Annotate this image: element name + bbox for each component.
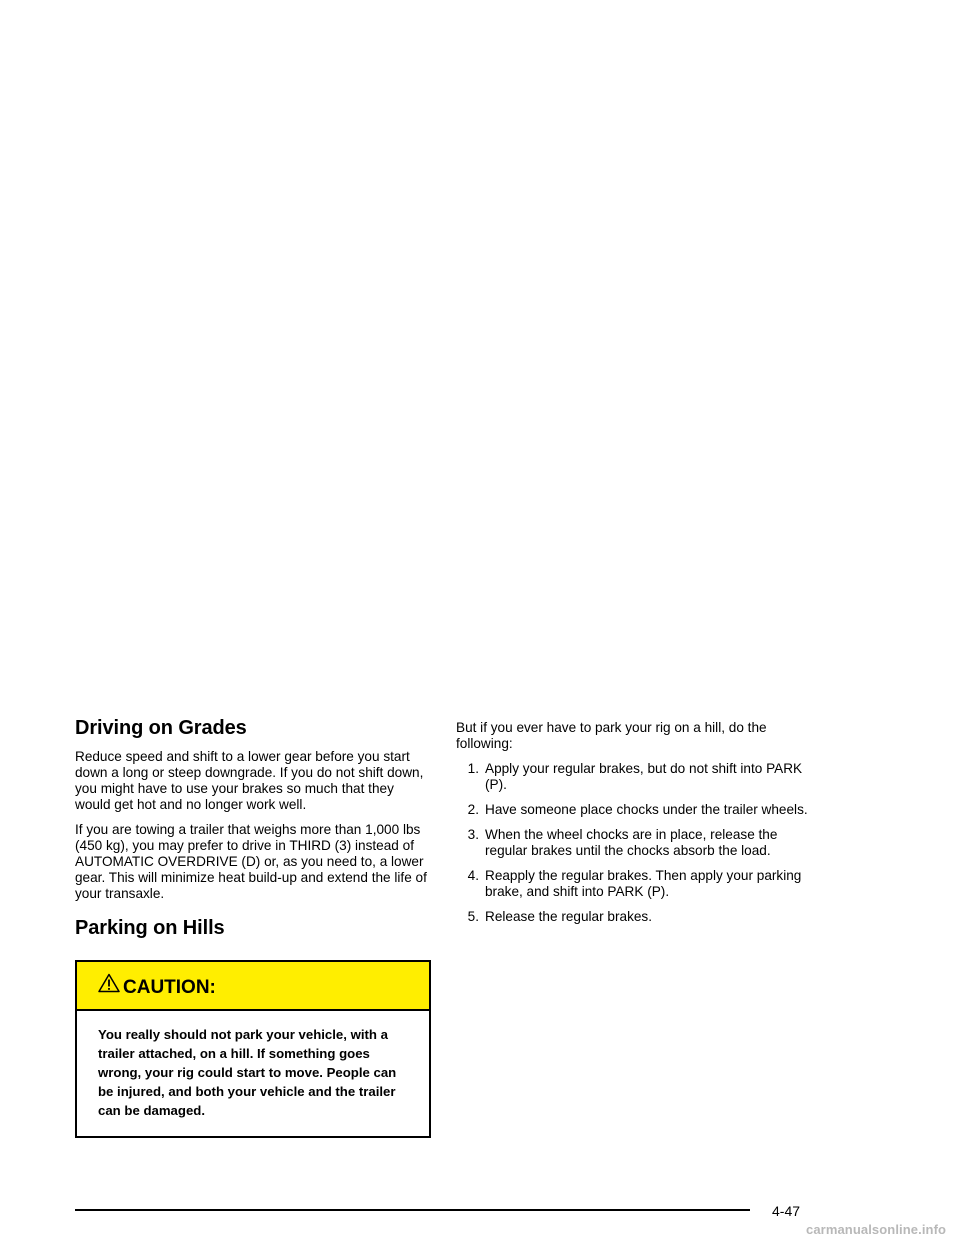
grades-paragraph-2: If you are towing a trailer that weighs more than 1,000 lbs (450 kg), you may prefer to drive in THIRD (3) instead of AUTOMATIC OVERDRIVE (D) or, as you need to, a lower gear. This will minimize heat build-up and extend the life of your transaxle. [75,822,427,901]
list-item [456,827,816,859]
caution-header [77,962,429,1011]
footer-rule [75,1209,750,1211]
caution-box [75,960,431,1138]
page-number: 4-47 [772,1203,801,1219]
list-item [456,802,816,818]
heading-driving-on-grades: Driving on Grades [75,717,247,739]
step-number: 5. [467,909,479,924]
step-number: 4. [467,868,479,883]
step-text: Have someone place chocks under the trailer wheels. [485,802,808,817]
left-column [75,716,431,1138]
step-number: 1. [467,761,479,776]
list-item [456,761,816,793]
step-number: 2. [467,802,479,817]
step-text: Reapply the regular brakes. Then apply your parking brake, and shift into PARK (P). [485,868,802,899]
parking-steps-list [456,761,816,925]
warning-triangle-icon [98,973,120,993]
grades-paragraph-1: Reduce speed and shift to a lower gear before you start down a long or steep downgrade. If you do not shift down, you might have to use your brakes so much that they would get hot and no longer work well. [75,749,424,812]
parking-intro: But if you ever have to park your rig on a hill, do the following: [456,720,767,751]
list-item [456,909,816,925]
caution-body: You really should not park your vehicle, with a trailer attached, on a hill. If something goes wrong, your rig could start to move. People can be injured, and both your vehicle and the trailer can be damaged. [98,1027,397,1118]
watermark[interactable]: carmanualsonline.info [806,1222,947,1237]
step-text: Release the regular brakes. [485,909,652,924]
right-column [456,720,816,934]
step-text: Apply your regular brakes, but do not shift into PARK (P). [485,761,803,792]
caution-title: CAUTION: [123,976,216,998]
step-text: When the wheel chocks are in place, release the regular brakes until the chocks absorb the load. [485,827,778,858]
list-item [456,868,816,900]
step-number: 3. [467,827,479,842]
heading-parking-on-hills: Parking on Hills [75,917,225,939]
